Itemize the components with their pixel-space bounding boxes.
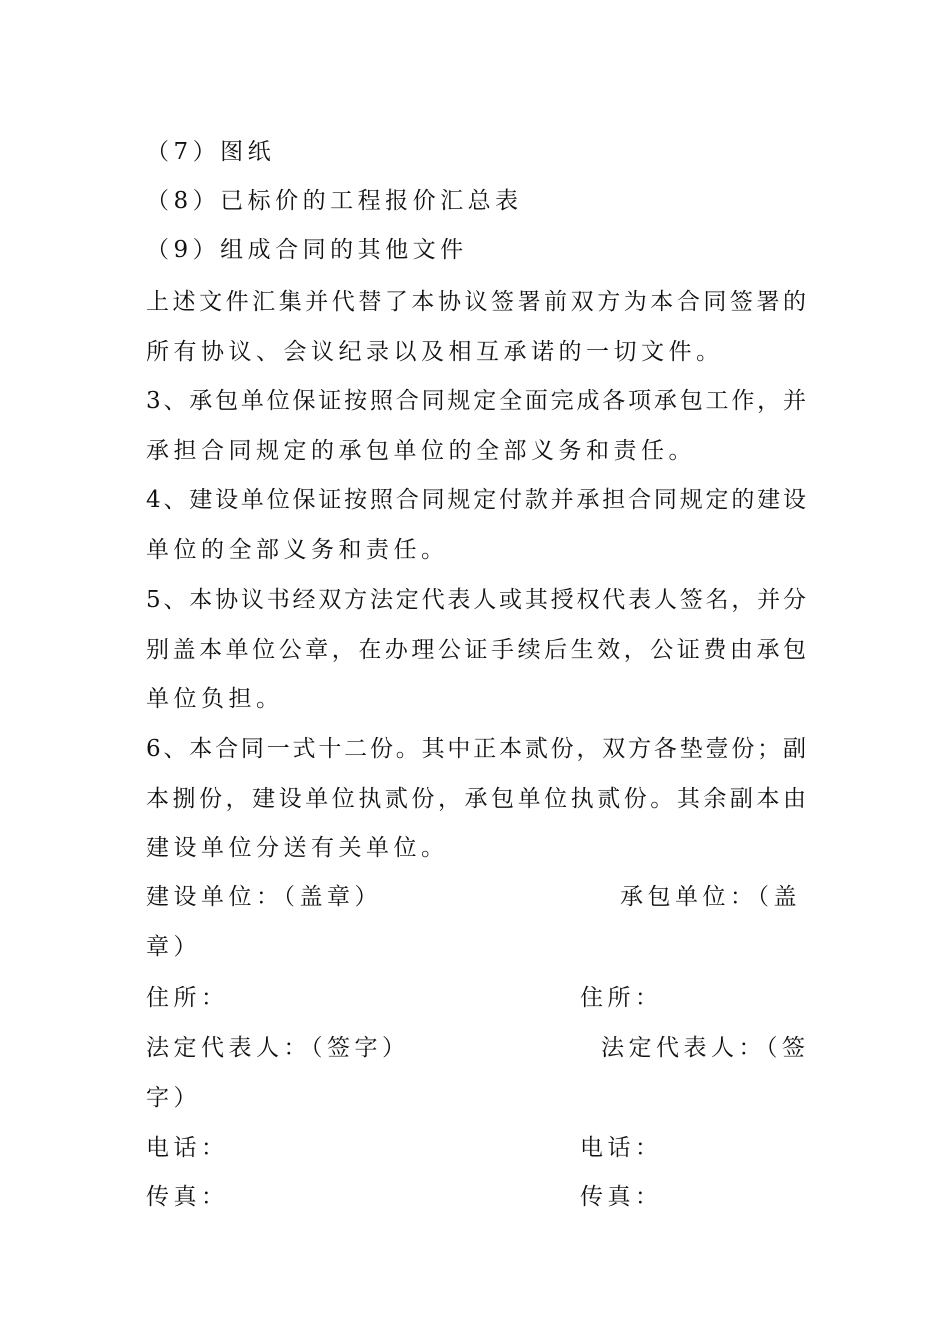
clause-5-line: 别盖本单位公章，在办理公证手续后生效，公证费由承包 <box>146 637 806 663</box>
clause-5-line: 单位负担。 <box>146 686 284 712</box>
signature-right-address: 住所： <box>580 985 663 1011</box>
paragraph-line: 所有协议、会议纪录以及相互承诺的一切文件。 <box>146 339 724 365</box>
list-item-other-documents: （9）组成合同的其他文件 <box>146 237 468 263</box>
clause-6-line: 建设单位分送有关单位。 <box>146 835 449 861</box>
clause-5-line: 5、本协议书经双方法定代表人或其授权代表人签名，并分 <box>146 587 806 613</box>
clause-6-line: 6、本合同一式十二份。其中正本贰份，双方各垫壹份；副 <box>146 736 806 762</box>
signature-right-representative: 法定代表人：（签 <box>601 1035 810 1061</box>
clause-4-line: 单位的全部义务和责任。 <box>146 537 449 563</box>
signature-right-unit: 承包单位：（盖 <box>620 884 801 910</box>
signature-right-unit-wrap: 章） <box>146 934 201 960</box>
signature-left-fax: 传真： <box>146 1184 229 1210</box>
signature-left-address: 住所： <box>146 985 229 1011</box>
signature-right-representative-wrap: 字） <box>146 1085 201 1111</box>
list-item-priced-summary: （8）已标价的工程报价汇总表 <box>146 188 523 214</box>
clause-3-line: 承担合同规定的承包单位的全部义务和责任。 <box>146 438 696 464</box>
paragraph-line: 上述文件汇集并代替了本协议签署前双方为本合同签署的 <box>146 289 806 315</box>
clause-4-line: 4、建设单位保证按照合同规定付款并承担合同规定的建设 <box>146 487 806 513</box>
signature-left-unit: 建设单位：（盖章） <box>146 884 382 910</box>
list-item-drawings: （7）图纸 <box>146 139 276 165</box>
signature-right-phone: 电话： <box>580 1135 663 1161</box>
clause-3-line: 3、承包单位保证按照合同规定全面完成各项承包工作，并 <box>146 388 806 414</box>
signature-left-phone: 电话： <box>146 1135 229 1161</box>
signature-left-representative: 法定代表人：（签字） <box>146 1035 410 1061</box>
signature-right-fax: 传真： <box>580 1184 663 1210</box>
clause-6-line: 本捌份，建设单位执贰份，承包单位执贰份。其余副本由 <box>146 786 806 812</box>
